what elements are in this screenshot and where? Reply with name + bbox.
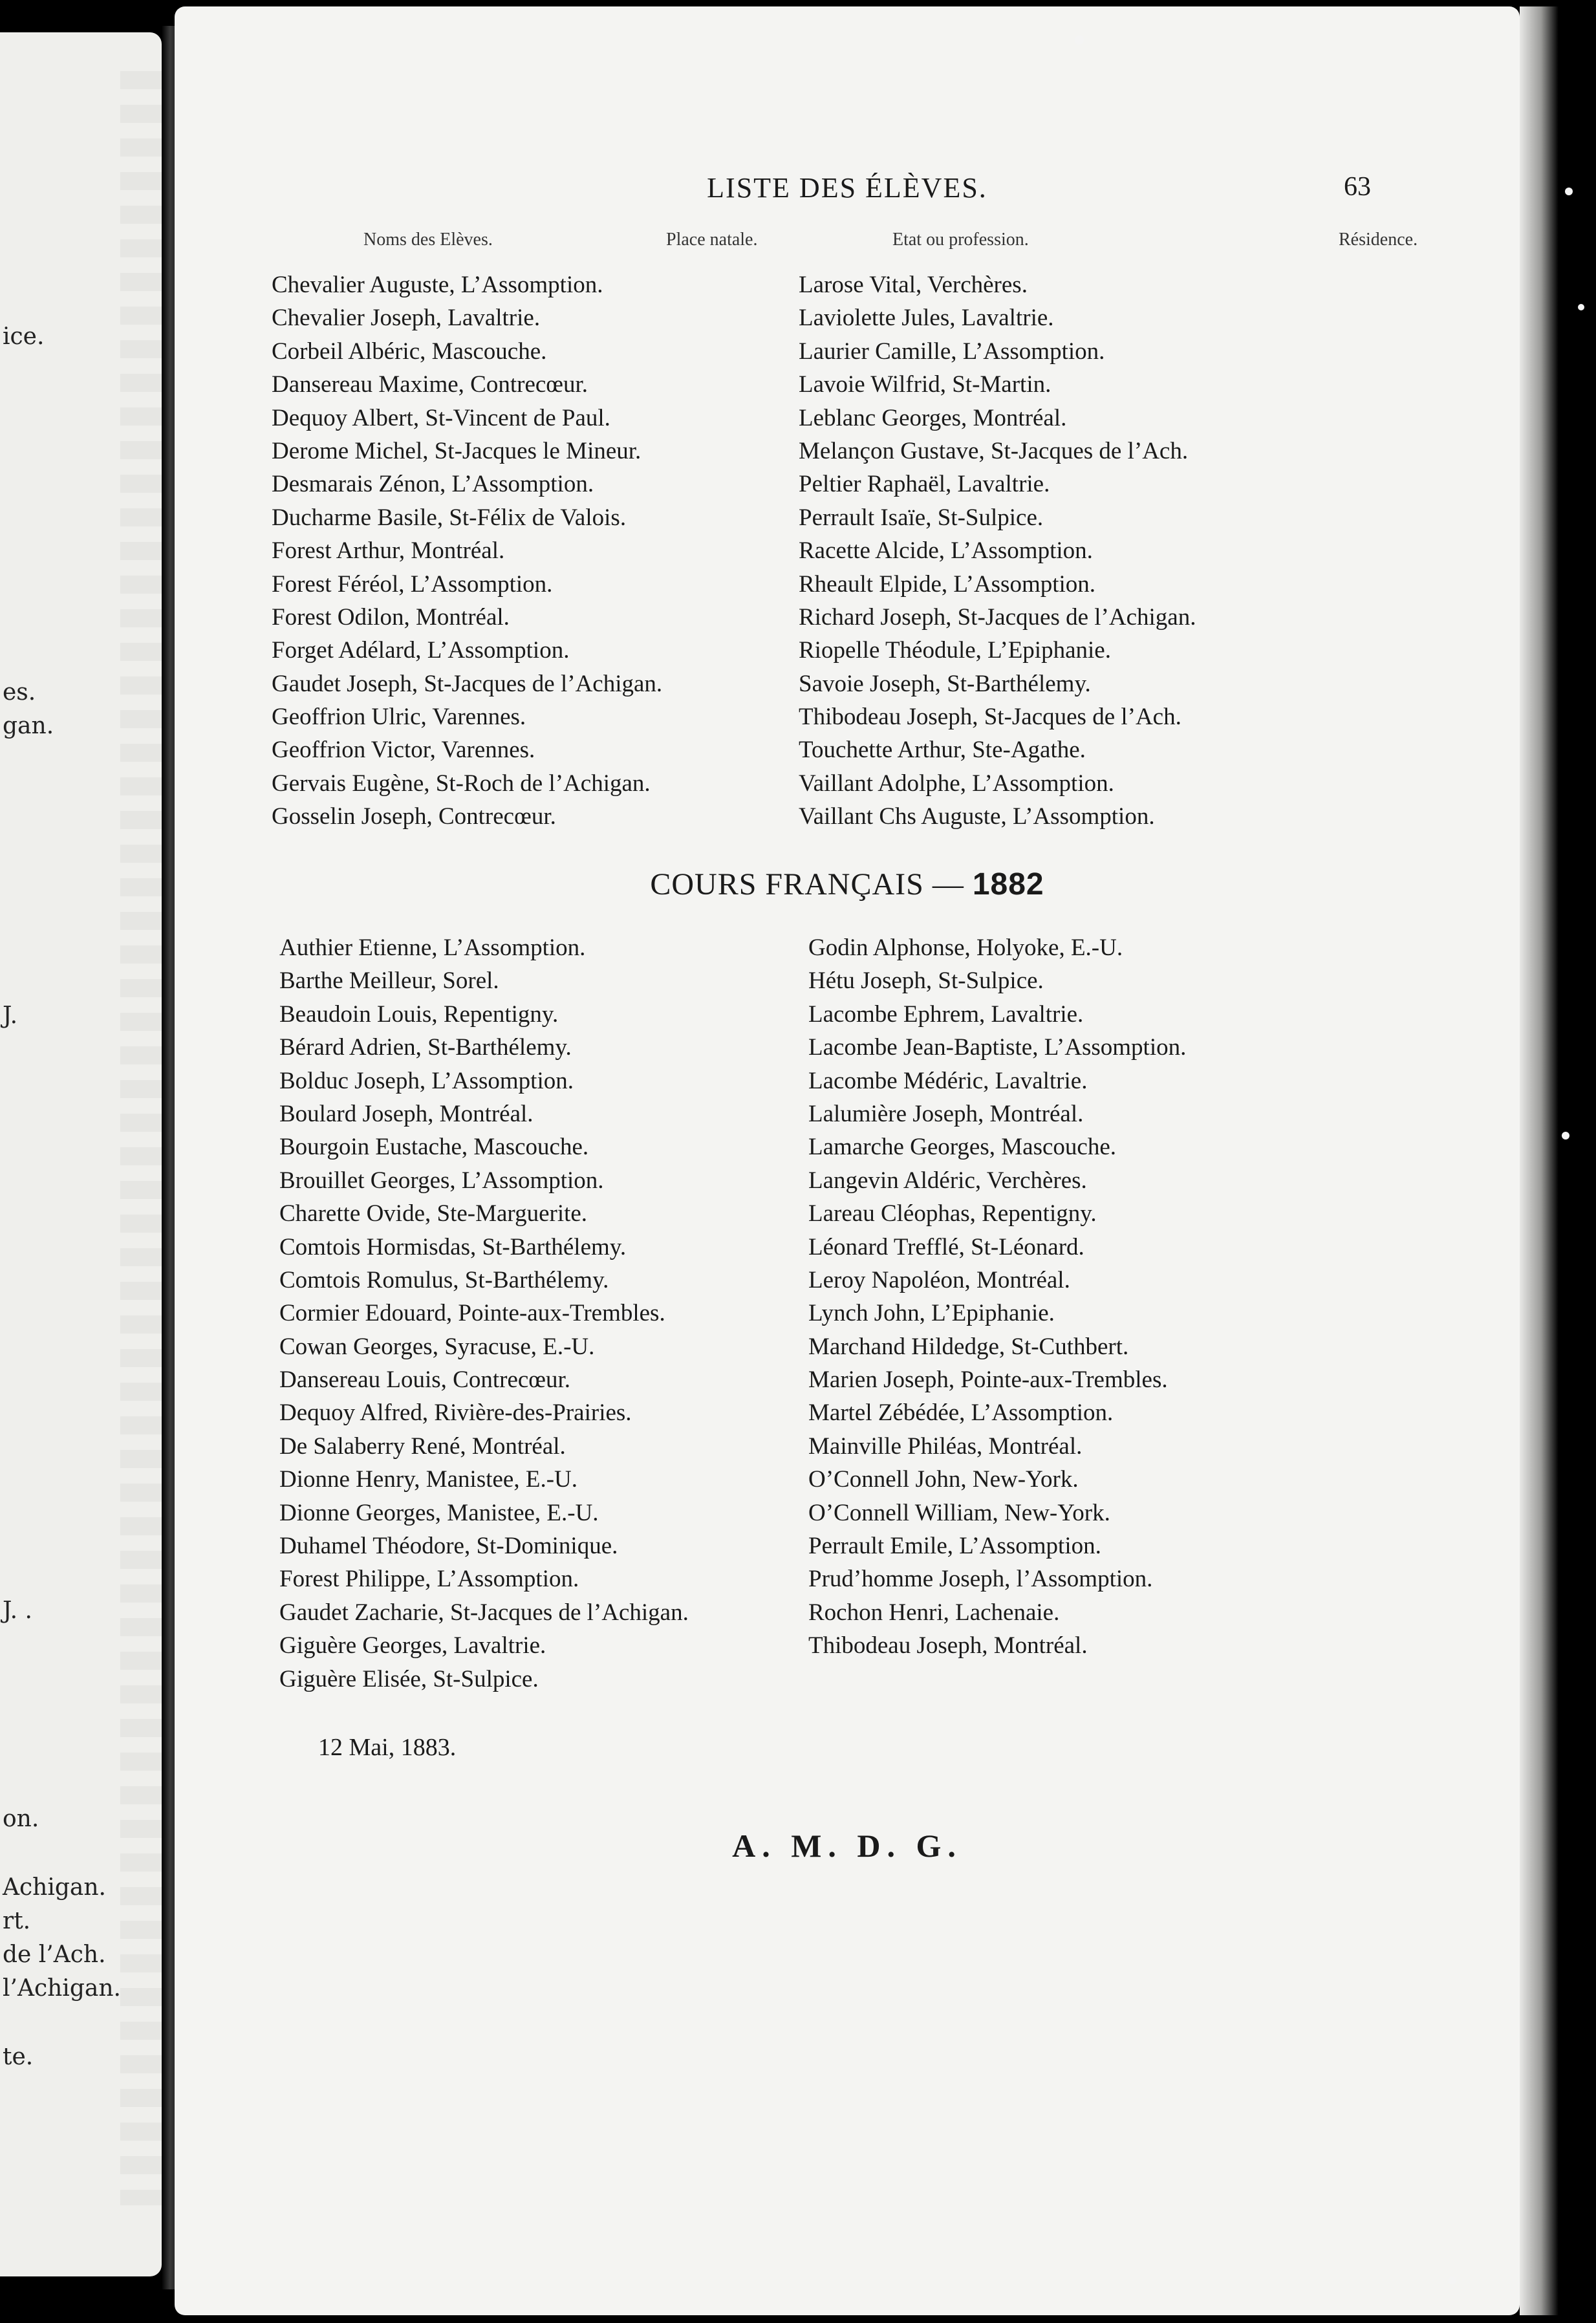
student-entry: Forget Adélard, L’Assomption.	[272, 637, 570, 664]
student-entry: Boulard Joseph, Montréal.	[279, 1100, 534, 1127]
column-header-profession: Etat ou profession.	[892, 230, 1029, 250]
student-entry: Godin Alphonse, Holyoke, E.-U.	[808, 935, 1123, 961]
student-entry: Lacombe Médéric, Lavaltrie.	[808, 1067, 1088, 1094]
left-fragment: gan.	[3, 713, 54, 739]
speck	[1449, 2276, 1456, 2284]
left-page-bleed-through	[120, 71, 162, 2205]
student-entry: Peltier Raphaël, Lavaltrie.	[799, 471, 1050, 498]
student-entry: Forest Odilon, Montréal.	[272, 603, 510, 631]
student-entry: Perrault Emile, L’Assomption.	[808, 1533, 1101, 1560]
page-edge-shadow	[1520, 6, 1558, 2315]
student-entry: Cowan Georges, Syracuse, E.-U.	[279, 1333, 595, 1360]
student-entry: Dionne Georges, Manistee, E.-U.	[279, 1499, 599, 1526]
student-entry: Marchand Hildedge, St-Cuthbert.	[808, 1333, 1129, 1360]
speck	[1565, 188, 1573, 195]
student-entry: Comtois Romulus, St-Barthélemy.	[279, 1266, 609, 1293]
left-fragment: Achigan.	[3, 1874, 106, 1901]
student-entry: Melançon Gustave, St-Jacques de l’Ach.	[799, 437, 1189, 464]
speck	[1562, 1132, 1569, 1140]
student-entry: Lacombe Jean-Baptiste, L’Assomption.	[808, 1034, 1187, 1061]
student-entry: Gervais Eugène, St-Roch de l’Achigan.	[272, 770, 651, 797]
student-entry: Leroy Napoléon, Montréal.	[808, 1266, 1070, 1293]
student-entry: Langevin Aldéric, Verchères.	[808, 1167, 1087, 1194]
student-entry: Forest Philippe, L’Assomption.	[279, 1566, 579, 1593]
student-entry: Gaudet Joseph, St-Jacques de l’Achigan.	[272, 670, 663, 697]
student-entry: Geoffrion Victor, Varennes.	[272, 737, 535, 764]
student-entry: O’Connell John, New-York.	[808, 1466, 1079, 1493]
student-entry: Ducharme Basile, St-Félix de Valois.	[272, 504, 627, 531]
student-entry: Dequoy Albert, St-Vincent de Paul.	[272, 404, 610, 431]
student-list-2-right	[808, 931, 1186, 1663]
student-entry: Derome Michel, St-Jacques le Mineur.	[272, 437, 642, 464]
student-entry: Comtois Hormisdas, St-Barthélemy.	[279, 1233, 627, 1260]
student-entry: Geoffrion Ulric, Varennes.	[272, 704, 526, 731]
left-fragment: J. .	[3, 1597, 32, 1624]
student-entry: Vaillant Chs Auguste, L’Assomption.	[799, 803, 1155, 830]
student-entry: Dansereau Louis, Contrecœur.	[279, 1367, 571, 1394]
student-entry: Martel Zébédée, L’Assomption.	[808, 1399, 1114, 1427]
student-entry: Bérard Adrien, St-Barthélemy.	[279, 1034, 572, 1061]
student-entry: Giguère Elisée, St-Sulpice.	[279, 1665, 539, 1692]
student-list-1-left	[272, 268, 662, 834]
student-entry: Gaudet Zacharie, St-Jacques de l’Achigan.	[279, 1599, 689, 1626]
page-number: 63	[1344, 172, 1371, 202]
student-entry: Thibodeau Joseph, St-Jacques de l’Ach.	[799, 704, 1181, 731]
student-entry: Lynch John, L’Epiphanie.	[808, 1300, 1055, 1327]
student-entry: Duhamel Théodore, St-Dominique.	[279, 1533, 618, 1560]
left-fragment: l’Achigan.	[3, 1975, 121, 2002]
student-entry: Touchette Arthur, Ste-Agathe.	[799, 737, 1086, 764]
left-fragment: ice.	[3, 323, 45, 350]
student-entry: Léonard Trefflé, St-Léonard.	[808, 1233, 1084, 1260]
student-entry: Authier Etienne, L’Assomption.	[279, 935, 586, 961]
student-entry: Brouillet Georges, L’Assomption.	[279, 1167, 604, 1194]
student-entry: De Salaberry René, Montréal.	[279, 1432, 566, 1460]
student-entry: Riopelle Théodule, L’Epiphanie.	[799, 637, 1111, 664]
student-entry: Dionne Henry, Manistee, E.-U.	[279, 1466, 578, 1493]
student-entry: Leblanc Georges, Montréal.	[799, 404, 1067, 431]
student-entry: Racette Alcide, L’Assomption.	[799, 537, 1093, 565]
student-entry: Desmarais Zénon, L’Assomption.	[272, 471, 594, 498]
student-entry: Thibodeau Joseph, Montréal.	[808, 1632, 1088, 1659]
running-head: LISTE DES ÉLÈVES.	[707, 172, 987, 204]
student-entry: Lamarche Georges, Mascouche.	[808, 1134, 1116, 1161]
student-entry: Lareau Cléophas, Repentigny.	[808, 1200, 1097, 1227]
left-fragment: rt.	[3, 1908, 31, 1934]
student-entry: Lalumière Joseph, Montréal.	[808, 1100, 1084, 1127]
student-entry: Dequoy Alfred, Rivière-des-Prairies.	[279, 1399, 632, 1427]
student-entry: Laviolette Jules, Lavaltrie.	[799, 305, 1054, 332]
student-entry: Savoie Joseph, St-Barthélemy.	[799, 670, 1091, 697]
student-entry: Prud’homme Joseph, l’Assomption.	[808, 1566, 1153, 1593]
student-entry: Bolduc Joseph, L’Assomption.	[279, 1067, 574, 1094]
student-entry: Forest Féréol, L’Assomption.	[272, 570, 553, 598]
date-line: 12 Mai, 1883.	[318, 1734, 457, 1761]
left-fragment: J.	[3, 1002, 18, 1029]
student-entry: Marien Joseph, Pointe-aux-Trembles.	[808, 1367, 1168, 1394]
student-list-2-left	[279, 931, 689, 1696]
section-title	[175, 867, 1520, 902]
right-page	[175, 6, 1520, 2315]
column-header-birthplace: Place natale.	[666, 230, 758, 250]
column-headers	[343, 230, 1442, 255]
student-entry: Barthe Meilleur, Sorel.	[279, 967, 499, 995]
student-entry: Lacombe Ephrem, Lavaltrie.	[808, 1000, 1084, 1028]
student-entry: Giguère Georges, Lavaltrie.	[279, 1632, 546, 1659]
student-entry: Laurier Camille, L’Assomption.	[799, 338, 1105, 365]
student-entry: Larose Vital, Verchères.	[799, 272, 1028, 298]
student-entry: O’Connell William, New-York.	[808, 1499, 1110, 1526]
speck	[1578, 304, 1584, 310]
student-entry: Forest Arthur, Montréal.	[272, 537, 505, 565]
speck	[1075, 36, 1084, 45]
student-entry: Beaudoin Louis, Repentigny.	[279, 1000, 559, 1028]
left-page-edge	[0, 32, 162, 2276]
section-title-year: 1882	[972, 867, 1044, 902]
motto: A. M. D. G.	[732, 1828, 962, 1864]
student-entry: Cormier Edouard, Pointe-aux-Trembles.	[279, 1300, 665, 1327]
student-entry: Gosselin Joseph, Contrecœur.	[272, 803, 556, 830]
student-entry: Rheault Elpide, L’Assomption.	[799, 570, 1096, 598]
section-title-text: COURS FRANÇAIS —	[650, 867, 973, 902]
student-entry: Charette Ovide, Ste-Marguerite.	[279, 1200, 588, 1227]
student-entry: Rochon Henri, Lachenaie.	[808, 1599, 1060, 1626]
left-fragment: es.	[3, 679, 36, 706]
student-entry: Hétu Joseph, St-Sulpice.	[808, 967, 1044, 995]
student-entry: Mainville Philéas, Montréal.	[808, 1432, 1083, 1460]
left-fragment: te.	[3, 2044, 34, 2070]
student-entry: Chevalier Joseph, Lavaltrie.	[272, 305, 541, 332]
column-header-names: Noms des Elèves.	[363, 230, 493, 250]
student-entry: Richard Joseph, St-Jacques de l’Achigan.	[799, 603, 1196, 631]
student-list-1-right	[799, 268, 1196, 834]
column-header-residence: Résidence.	[1339, 230, 1418, 250]
student-entry: Perrault Isaïe, St-Sulpice.	[799, 504, 1044, 531]
student-entry: Bourgoin Eustache, Mascouche.	[279, 1134, 589, 1161]
student-entry: Chevalier Auguste, L’Assomption.	[272, 272, 603, 298]
student-entry: Dansereau Maxime, Contrecœur.	[272, 371, 588, 398]
left-fragment: on.	[3, 1806, 39, 1832]
left-fragment: de l’Ach.	[3, 1941, 106, 1968]
student-entry: Lavoie Wilfrid, St-Martin.	[799, 371, 1051, 398]
student-entry: Vaillant Adolphe, L’Assomption.	[799, 770, 1114, 797]
student-entry: Corbeil Albéric, Mascouche.	[272, 338, 547, 365]
